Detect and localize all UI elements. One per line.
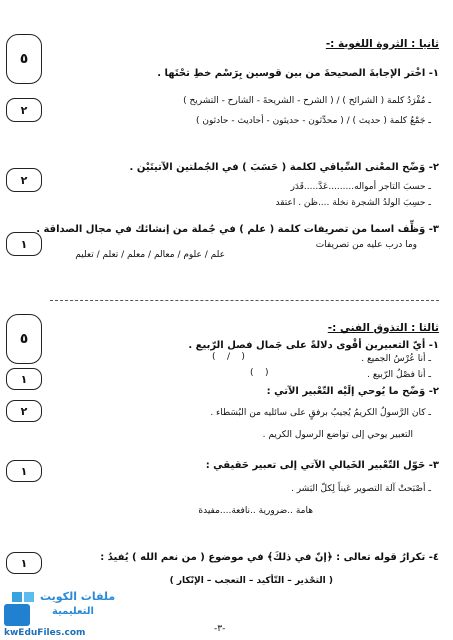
section2-title: ثانيا : الثروة اللغوية :-	[325, 38, 439, 50]
section2-q2-mark: ٢	[20, 173, 28, 187]
section2-q2-text: ٢- وَضّح المعْنى السِّياقي لكلمة ( حَسَبَ ) في الجُملتين الآتيتَيْن .	[129, 162, 439, 173]
section2-q1-mark-box	[6, 98, 42, 122]
logo-site: kwEduFiles.com	[4, 628, 86, 638]
section3-q2-text: ٢- وَضّح ما يُوحي إلَيْه التّعْبير الآتي :	[266, 386, 439, 397]
section3-q3-answer: هامة ..ضرورية ..نافعة....مفيدة	[198, 506, 313, 516]
section2-q3-mark: ١	[20, 237, 28, 251]
section3-q4-mark: ١	[20, 556, 28, 570]
section3-q1-b: ـ أنا فصْلُ الرّبيع .	[367, 370, 431, 380]
section2-q3-options: علم / علوم / معالم / معلم / تعلم / تعليم	[75, 250, 225, 260]
section2-q3-text: ٣- وَظِّف اسما من تصريفات كلمة ( علم ) في جُملة من إنشائك في مجال الصداقة .	[36, 224, 439, 235]
section2-q1-text: ١- اخْتر الإجابةَ الصحيحةَ من بين قوسين بِرَسْم خطِ تحْتَها .	[157, 68, 439, 79]
section3-title: ثالثا : التذوق الفني :-	[327, 322, 439, 334]
section3-q3-text: ٣- حَوّل التّعْبير الخَيالي الآتي إلى تعبير حَقيقي :	[205, 460, 439, 471]
logo-shape-icon	[2, 590, 36, 630]
section3-q4-text: ٤- تكرارُ قوله تعالى : ﴿إنّ في ذلكَ﴾ في موضوع ( من نعم الله ) يُفيدُ :	[100, 552, 439, 563]
page-number: -٣-	[214, 624, 226, 634]
section3-q3-mark: ١	[20, 464, 28, 478]
section3-q1-mark-box	[6, 368, 42, 390]
section2-q1-a: ـ مُفْرَدُ كلمة ( الشرائح ) / ( الشرح - الشريحةَ - الشارح - التشريح )	[183, 96, 431, 106]
section2-q2-b: ـ حسِبَ الولدُ الشجرة نخلة ....ظن . اعتقد	[275, 198, 431, 208]
section3-q1-a: ـ أنا عُرْسُ الجميع .	[361, 354, 431, 364]
section2-q3-answer: وما درب عليه من تصريفات	[315, 240, 417, 250]
section3-q2-mark-box	[6, 400, 42, 422]
section2-q2-a: ـ حسبَ التاجر أمواله.........عَدَّ.....قَدَر	[290, 182, 431, 192]
kw-edu-files-logo	[0, 588, 120, 640]
section3-q1-b-paren: ( )	[250, 368, 269, 378]
section3-q3-a: ـ أصْبَحتْ آلة التصوير عَيناً لِكلّ البَشر .	[290, 484, 431, 494]
section2-q2-mark-box	[6, 168, 42, 192]
section2-total-box	[6, 34, 42, 84]
section3-q4-mark-box	[6, 552, 42, 574]
logo-line2: التعليمية	[52, 606, 94, 617]
section3-q1-mark: ١	[20, 372, 28, 386]
section3-total: ٥	[19, 331, 29, 347]
section3-q2-mark: ٢	[20, 404, 28, 418]
section2-q3-mark-box	[6, 232, 42, 256]
section-divider	[50, 300, 439, 301]
section2-q1-b: ـ جَمْعُ كلمة ( حديث ) / ( محدِّثون - حديثون - أحاديث - حادثون )	[196, 116, 431, 126]
section3-total-box	[6, 314, 42, 364]
section2-total: ٥	[19, 51, 29, 67]
section3-q1-a-paren: ( / )	[212, 352, 245, 362]
section3-q2-a: ـ كان الرَّسولُ الكريمُ يُجيبُ برفقٍ على سائليه من البُسَطاء .	[210, 408, 431, 418]
logo-line1: ملفات الكويت	[40, 590, 116, 603]
section3-q1-text: ١- أيّ التعبيرين أقْوى دلالةً على جَمال فصل الرّبيع .	[188, 340, 439, 351]
section3-q4-options: ( التحْذير – التّأكيد – التعجب – الإنْكار )	[169, 576, 333, 586]
section3-q3-mark-box	[6, 460, 42, 482]
section3-q2-answer: التعبير يوحي إلى تواضع الرسول الكريم .	[262, 430, 413, 440]
section2-q1-mark: ٢	[20, 103, 28, 117]
